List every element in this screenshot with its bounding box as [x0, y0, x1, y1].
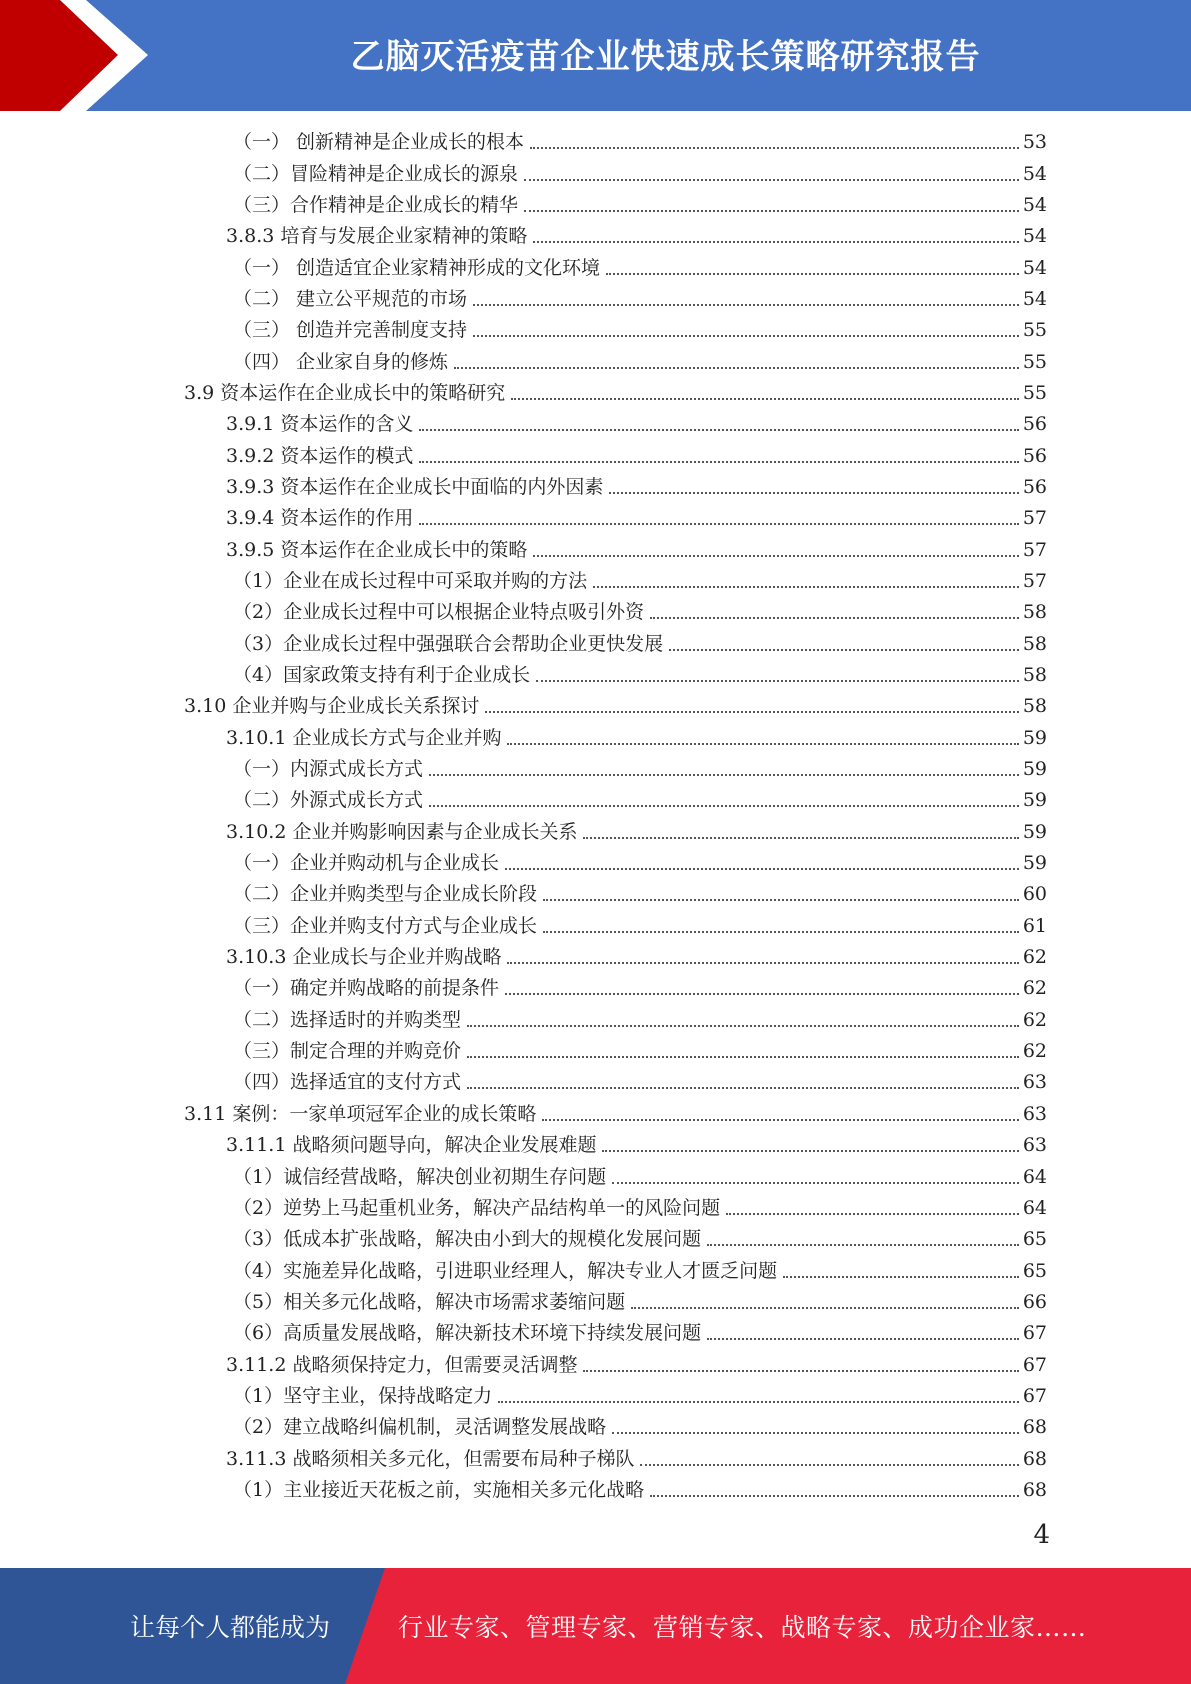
toc-entry-page: 64: [1022, 1196, 1047, 1219]
toc-entry-title: 3.10 企业并购与企业成长关系探讨: [184, 695, 480, 718]
toc-entry[interactable]: [0, 1349, 1191, 1380]
toc-leader-dots: [612, 1431, 1019, 1434]
toc-entry[interactable]: [0, 660, 1191, 691]
toc-leader-dots: [429, 804, 1019, 807]
toc-entry-title: （一） 创新精神是企业成长的根本: [233, 131, 525, 154]
toc-entry-title: （一） 创造适宜企业家精神形成的文化环境: [233, 256, 601, 279]
toc-entry[interactable]: [0, 346, 1191, 377]
toc-entry-title: （1）企业在成长过程中可采取并购的方法: [233, 569, 588, 592]
toc-entry-page: 64: [1022, 1165, 1047, 1188]
toc-entry-title: （1）主业接近天花板之前，实施相关多元化战略: [233, 1478, 645, 1501]
toc-leader-dots: [507, 961, 1019, 964]
toc-leader-dots: [533, 554, 1019, 557]
toc-entry-page: 58: [1022, 632, 1047, 655]
toc-leader-dots: [536, 679, 1019, 682]
toc-leader-dots: [542, 1118, 1019, 1121]
toc-entry-page: 56: [1022, 444, 1047, 467]
toc-entry-page: 62: [1022, 977, 1047, 1000]
toc-entry[interactable]: [0, 127, 1191, 158]
footer-slogan: 让每个人都能成为: [130, 1613, 331, 1642]
toc-entry-page: 62: [1022, 1008, 1047, 1031]
toc-entry[interactable]: [0, 691, 1191, 722]
toc-entry[interactable]: [0, 879, 1191, 910]
toc-leader-dots: [419, 522, 1019, 525]
toc-entry-title: （3）低成本扩张战略，解决由小到大的规模化发展问题: [233, 1228, 702, 1251]
toc-entry[interactable]: [0, 190, 1191, 221]
toc-entry[interactable]: [0, 1318, 1191, 1349]
toc-entry-page: 55: [1022, 319, 1047, 342]
toc-leader-dots: [593, 585, 1019, 588]
toc-leader-dots: [467, 1055, 1019, 1058]
toc-leader-dots: [669, 648, 1019, 651]
toc-entry-title: 3.9.1 资本运作的含义: [226, 413, 414, 436]
toc-entry-page: 54: [1022, 287, 1047, 310]
toc-leader-dots: [524, 178, 1019, 181]
page-header: [0, 0, 1191, 111]
toc-entry-title: （二）选择适时的并购类型: [233, 1008, 462, 1031]
toc-entry-title: 3.9.2 资本运作的模式: [226, 444, 414, 467]
toc-leader-dots: [533, 240, 1019, 243]
toc-entry[interactable]: [0, 221, 1191, 252]
toc-entry-page: 65: [1022, 1259, 1047, 1282]
toc-entry-title: （四）选择适宜的支付方式: [233, 1071, 462, 1094]
toc-leader-dots: [473, 334, 1019, 337]
toc-leader-dots: [530, 146, 1019, 149]
toc-entry[interactable]: [0, 1161, 1191, 1192]
toc-leader-dots: [543, 930, 1019, 933]
toc-entry[interactable]: [0, 315, 1191, 346]
toc-leader-dots: [498, 1400, 1019, 1403]
toc-entry-page: 60: [1022, 883, 1047, 906]
toc-entry-title: （二）冒险精神是企业成长的源泉: [233, 162, 519, 185]
toc-leader-dots: [631, 1306, 1019, 1309]
toc-entry-page: 62: [1022, 946, 1047, 969]
toc-entry-title: （2）逆势上马起重机业务，解决产品结构单一的风险问题: [233, 1196, 721, 1219]
toc-entry-page: 54: [1022, 162, 1047, 185]
toc-entry[interactable]: [0, 848, 1191, 879]
toc-entry-page: 56: [1022, 475, 1047, 498]
toc-entry-title: 3.11.2 战略须保持定力，但需要灵活调整: [226, 1353, 578, 1376]
red-arrow-icon: [0, 0, 160, 111]
toc-leader-dots: [583, 1369, 1019, 1372]
toc-entry-page: 54: [1022, 256, 1047, 279]
toc-entry[interactable]: [0, 754, 1191, 785]
toc-entry-page: 58: [1022, 601, 1047, 624]
toc-entry-page: 54: [1022, 225, 1047, 248]
toc-entry-title: 3.11 案例：一家单项冠军企业的成长策略: [184, 1102, 537, 1125]
toc-entry-page: 61: [1022, 914, 1047, 937]
toc-entry-page: 58: [1022, 664, 1047, 687]
toc-entry[interactable]: [0, 1099, 1191, 1130]
toc-entry-title: （四） 企业家自身的修炼: [233, 350, 449, 373]
toc-leader-dots: [429, 773, 1019, 776]
toc-entry[interactable]: [0, 1193, 1191, 1224]
toc-entry[interactable]: [0, 1224, 1191, 1255]
toc-entry-title: （5）相关多元化战略，解决市场需求萎缩问题: [233, 1290, 626, 1313]
toc-leader-dots: [485, 710, 1019, 713]
toc-entry-title: （4）实施差异化战略，引进职业经理人，解决专业人才匮乏问题: [233, 1259, 778, 1282]
toc-leader-dots: [467, 1024, 1019, 1027]
toc-leader-dots: [543, 898, 1019, 901]
toc-entry-page: 65: [1022, 1228, 1047, 1251]
toc-entry[interactable]: [0, 534, 1191, 565]
toc-entry-title: 3.9.3 资本运作在企业成长中面临的内外因素: [226, 475, 604, 498]
toc-entry[interactable]: [0, 1412, 1191, 1443]
toc-entry[interactable]: [0, 252, 1191, 283]
toc-leader-dots: [783, 1275, 1019, 1278]
toc-entry-title: （2）建立战略纠偏机制，灵活调整发展战略: [233, 1416, 607, 1439]
toc-entry-title: （二）外源式成长方式: [233, 789, 424, 812]
toc-entry-title: （一）企业并购动机与企业成长: [233, 852, 500, 875]
toc-leader-dots: [419, 428, 1019, 431]
toc-entry[interactable]: [0, 1381, 1191, 1412]
page-number: 4: [1033, 1520, 1050, 1550]
toc-entry-title: 3.10.3 企业成长与企业并购战略: [226, 946, 502, 969]
toc-entry[interactable]: [0, 503, 1191, 534]
toc-entry[interactable]: [0, 378, 1191, 409]
toc-entry-page: 59: [1022, 758, 1047, 781]
toc-leader-dots: [505, 867, 1019, 870]
toc-entry[interactable]: [0, 1036, 1191, 1067]
toc-entry-title: （一）确定并购战略的前提条件: [233, 977, 500, 1000]
toc-leader-dots: [640, 1463, 1019, 1466]
table-of-contents: [0, 127, 1191, 1506]
toc-entry-page: 67: [1022, 1322, 1047, 1345]
toc-entry-title: 3.9 资本运作在企业成长中的策略研究: [184, 381, 506, 404]
toc-entry-page: 68: [1022, 1416, 1047, 1439]
toc-entry-title: 3.10.1 企业成长方式与企业并购: [226, 726, 502, 749]
toc-entry-title: （2）企业成长过程中可以根据企业特点吸引外资: [233, 601, 645, 624]
toc-entry-title: （1）坚守主业，保持战略定力: [233, 1384, 493, 1407]
toc-entry[interactable]: [0, 1475, 1191, 1506]
toc-leader-dots: [511, 397, 1019, 400]
toc-entry-page: 59: [1022, 789, 1047, 812]
toc-entry-page: 56: [1022, 413, 1047, 436]
toc-entry-page: 67: [1022, 1384, 1047, 1407]
toc-entry[interactable]: [0, 1130, 1191, 1161]
toc-entry[interactable]: [0, 1287, 1191, 1318]
toc-entry-title: （一）内源式成长方式: [233, 758, 424, 781]
toc-entry[interactable]: [0, 1255, 1191, 1286]
toc-entry-page: 57: [1022, 538, 1047, 561]
toc-entry[interactable]: [0, 1005, 1191, 1036]
toc-leader-dots: [473, 303, 1019, 306]
toc-entry-page: 58: [1022, 695, 1047, 718]
toc-entry[interactable]: [0, 158, 1191, 189]
toc-entry-title: 3.9.4 资本运作的作用: [226, 507, 414, 530]
toc-entry[interactable]: [0, 284, 1191, 315]
report-title: 乙脑灭活疫苗企业快速成长策略研究报告: [350, 36, 981, 77]
toc-entry-page: 59: [1022, 726, 1047, 749]
toc-entry-title: （1）诚信经营战略，解决创业初期生存问题: [233, 1165, 607, 1188]
toc-entry[interactable]: [0, 1443, 1191, 1474]
toc-leader-dots: [524, 209, 1019, 212]
toc-entry[interactable]: [0, 1067, 1191, 1098]
toc-leader-dots: [454, 366, 1019, 369]
toc-entry-title: （二）企业并购类型与企业成长阶段: [233, 883, 538, 906]
toc-leader-dots: [650, 616, 1019, 619]
toc-entry-page: 68: [1022, 1447, 1047, 1470]
toc-entry-title: （三）企业并购支付方式与企业成长: [233, 914, 538, 937]
toc-leader-dots: [726, 1212, 1019, 1215]
toc-leader-dots: [467, 1086, 1019, 1089]
page-footer: [0, 1568, 1191, 1684]
toc-entry-page: 66: [1022, 1290, 1047, 1313]
toc-entry-title: （4）国家政策支持有利于企业成长: [233, 664, 531, 687]
toc-entry-title: 3.9.5 资本运作在企业成长中的策略: [226, 538, 528, 561]
toc-entry-title: 3.11.1 战略须问题导向，解决企业发展难题: [226, 1134, 597, 1157]
toc-entry-title: （三）合作精神是企业成长的精华: [233, 193, 519, 216]
toc-leader-dots: [505, 992, 1019, 995]
toc-entry[interactable]: [0, 566, 1191, 597]
toc-entry[interactable]: [0, 785, 1191, 816]
toc-leader-dots: [419, 460, 1019, 463]
toc-entry-page: 55: [1022, 381, 1047, 404]
toc-leader-dots: [583, 836, 1019, 839]
toc-entry-page: 57: [1022, 507, 1047, 530]
toc-entry[interactable]: [0, 440, 1191, 471]
toc-entry-page: 55: [1022, 350, 1047, 373]
toc-leader-dots: [707, 1337, 1019, 1340]
toc-leader-dots: [507, 742, 1019, 745]
toc-entry-title: （6）高质量发展战略，解决新技术环境下持续发展问题: [233, 1322, 702, 1345]
toc-entry[interactable]: [0, 942, 1191, 973]
toc-entry-title: （3）企业成长过程中强强联合会帮助企业更快发展: [233, 632, 664, 655]
toc-leader-dots: [612, 1181, 1019, 1184]
footer-roles: 行业专家、管理专家、营销专家、战略专家、成功企业家……: [398, 1613, 1087, 1642]
toc-entry[interactable]: [0, 723, 1191, 754]
toc-leader-dots: [707, 1243, 1019, 1246]
toc-entry[interactable]: [0, 629, 1191, 660]
toc-entry-title: （三）制定合理的并购竞价: [233, 1040, 462, 1063]
toc-entry[interactable]: [0, 597, 1191, 628]
toc-entry-page: 67: [1022, 1353, 1047, 1376]
toc-entry-title: （三） 创造并完善制度支持: [233, 319, 468, 342]
toc-entry-page: 63: [1022, 1134, 1047, 1157]
toc-entry[interactable]: [0, 973, 1191, 1004]
toc-entry-title: 3.10.2 企业并购影响因素与企业成长关系: [226, 820, 578, 843]
toc-entry-page: 63: [1022, 1071, 1047, 1094]
toc-leader-dots: [650, 1494, 1019, 1497]
toc-entry[interactable]: [0, 472, 1191, 503]
toc-entry-page: 63: [1022, 1102, 1047, 1125]
toc-leader-dots: [602, 1149, 1019, 1152]
toc-entry-page: 59: [1022, 852, 1047, 875]
toc-entry[interactable]: [0, 817, 1191, 848]
toc-entry[interactable]: [0, 409, 1191, 440]
toc-entry-title: 3.11.3 战略须相关多元化，但需要布局种子梯队: [226, 1447, 635, 1470]
toc-entry-page: 68: [1022, 1478, 1047, 1501]
toc-entry-title: （二） 建立公平规范的市场: [233, 287, 468, 310]
toc-entry-page: 59: [1022, 820, 1047, 843]
toc-entry-page: 53: [1022, 131, 1047, 154]
toc-leader-dots: [606, 272, 1019, 275]
toc-leader-dots: [609, 491, 1019, 494]
toc-entry-title: 3.8.3 培育与发展企业家精神的策略: [226, 225, 528, 248]
toc-entry-page: 62: [1022, 1040, 1047, 1063]
toc-entry-page: 54: [1022, 193, 1047, 216]
toc-entry-page: 57: [1022, 569, 1047, 592]
toc-entry[interactable]: [0, 911, 1191, 942]
